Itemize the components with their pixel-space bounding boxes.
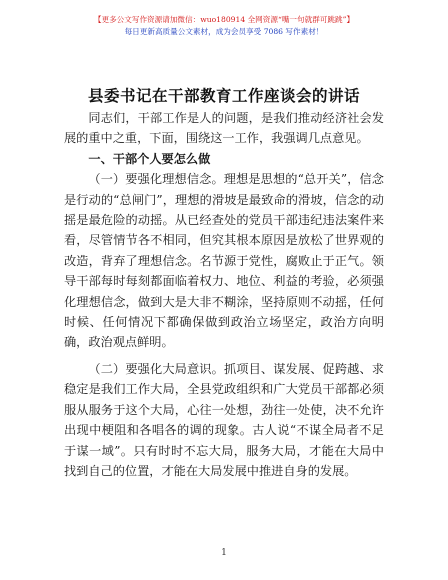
banner-line-blue: 每日更新高质量公文素材，成为会员享受 7086 写作素材！ bbox=[124, 27, 324, 36]
body-paragraph-1: （一）要强化理想信念。理想是思想的“总开关”，信念是行动的“总闸门”，理想的滑坡是最致命的滑坡，信念的动摇是最危险的动摇。从已经查处的党员干部违纪违法案件来看，尽管情节各不相同，但究其根本原因是放松了世界观的改造，背弃了理想信念。名节源于党性，腐败止于正气。领导干部每时每刻都面临着权力、地位、利益的考验，必须强化理想信念，做到大是大非不糊涂，坚持原则不动摇，任何时候、任何情况下都确保做到政治立场坚定，政治方向明确，政治观点鲜明。 bbox=[64, 172, 384, 350]
body-paragraph-2: （二）要强化大局意识。抓项目、谋发展、促跨越、求稳定是我们工作大局，全县党政组织和广大党员干部都必须服从服务于这个大局，心往一处想，劲往一处使，决不允许出现中梗阻和各唱各的调的现象。古人说“不谋全局者不足于谋一域”。只有时时不忘大局，服务大局，才能在大局中找到自己的位置，才能在大局发展中推进自身的发展。 bbox=[64, 361, 384, 478]
promo-banner bbox=[0, 14, 448, 38]
section-heading: 一、干部个人要怎么做 bbox=[88, 151, 211, 166]
intro-paragraph: 同志们，干部工作是人的问题，是我们推动经济社会发展的重中之重，下面，围绕这一工作，我强调几点意见。 bbox=[64, 111, 384, 146]
document-body bbox=[64, 108, 384, 481]
page-number: 1 bbox=[221, 548, 227, 558]
banner-line-red: 【更多公文写作资源请加微信：wuo180914 全网资源“嘴一句就群可跳跳”】 bbox=[93, 15, 355, 24]
document-title: 县委书记在干部教育工作座谈会的讲话 bbox=[87, 87, 360, 105]
